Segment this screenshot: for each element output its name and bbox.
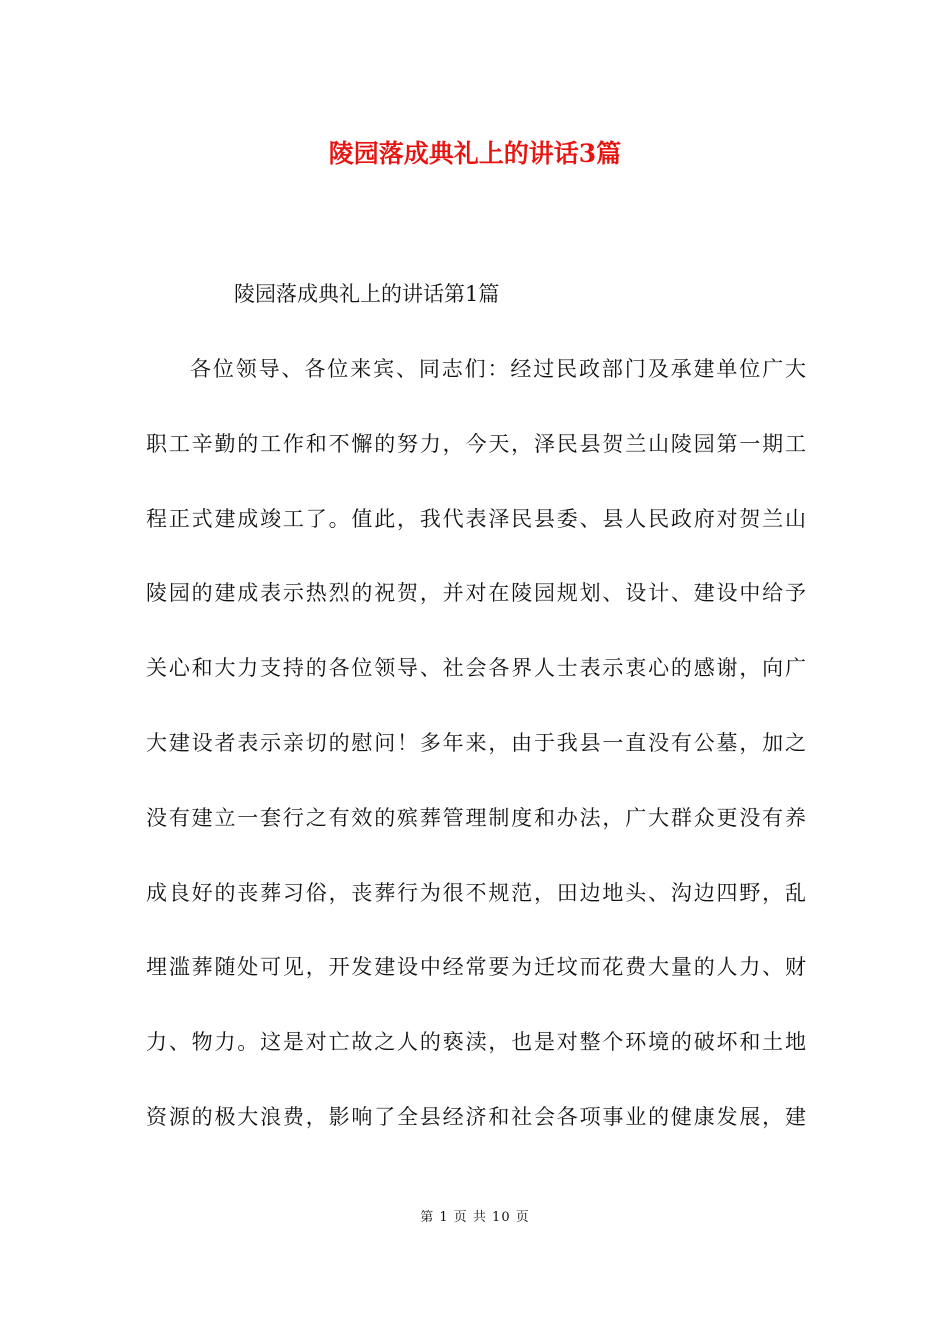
body-line: 陵园的建成表示热烈的祝贺，并对在陵园规划、设计、建设中给予	[146, 581, 806, 606]
body-line: 各位领导、各位来宾、同志们：经过民政部门及承建单位广大	[190, 357, 806, 381]
page-footer: 第 1 页 共 10 页	[420, 1210, 530, 1225]
body-line: 资源的极大浪费，影响了全县经济和社会各项事业的健康发展，建	[146, 1104, 806, 1129]
body-line: 埋滥葬随处可见，开发建设中经常要为迁坟而花费大量的人力、财	[146, 955, 806, 980]
body-line: 没有建立一套行之有效的殡葬管理制度和办法，广大群众更没有养	[146, 805, 806, 830]
body-line: 程正式建成竣工了。值此，我代表泽民县委、县人民政府对贺兰山	[146, 506, 806, 531]
document-title: 陵园落成典礼上的讲话3篇	[328, 139, 622, 168]
body-line: 大建设者表示亲切的慰问！多年来，由于我县一直没有公墓，加之	[146, 730, 806, 755]
body-line: 力、物力。这是对亡故之人的亵渎，也是对整个环境的破坏和土地	[146, 1030, 806, 1055]
body-line: 职工辛勤的工作和不懈的努力，今天，泽民县贺兰山陵园第一期工	[146, 431, 806, 456]
section-heading: 陵园落成典礼上的讲话第1篇	[234, 282, 500, 306]
body-text	[146, 349, 806, 1172]
body-line: 关心和大力支持的各位领导、社会各界人士表示衷心的感谢，向广	[146, 656, 806, 681]
body-line: 成良好的丧葬习俗，丧葬行为很不规范，田边地头、沟边四野，乱	[146, 880, 806, 905]
